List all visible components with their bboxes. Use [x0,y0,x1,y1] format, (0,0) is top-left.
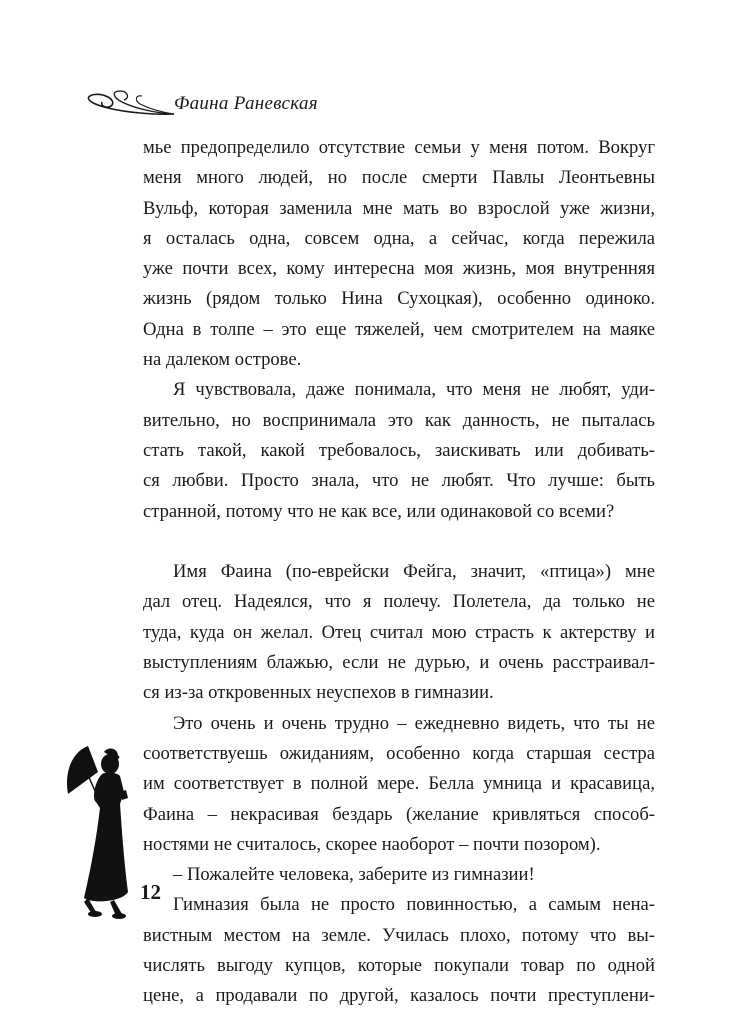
text-line: Имя Фаина (по-еврейски Фейга, значит, «птица») мне [173,561,655,583]
text-line: ся любви. Просто знала, что не любят. Что лучше: быть [143,470,655,492]
text-line: Фаина – некрасивая бездарь (желание кривляться способ- [143,803,655,825]
flourish-ornament-icon [82,88,177,124]
text-line: им соответствует в полной мере. Белла умница и красавица, [143,773,655,795]
text-line: вительно, но воспринимала это как данность, не пыталась [143,409,655,431]
text-line: мье предопределило отсутствие семьи у меня потом. Вокруг [143,137,655,158]
text-line: – Пожалейте человека, заберите из гимназии! [173,864,535,886]
text-line: Одна в толпе – это еще тяжелей, чем смотрителем на маяке [143,318,655,340]
text-line: на далеком острове. [143,349,302,371]
text-line: вистным местом на земле. Училась плохо, потому что вы- [143,924,655,946]
text-line: соответствуешь ожиданиям, особенно когда старшая сестра [143,742,655,764]
text-line: ся из-за откровенных неуспехов в гимназии. [143,682,494,704]
text-line: Гимназия была не просто повинностью, а самым нена- [173,894,655,916]
text-line: выступлениям блажью, если не дурью, и очень расстраивал- [143,652,655,674]
text-line: меня много людей, но после смерти Павлы Леонтьевны [143,167,655,189]
body-text [143,133,655,1012]
text-line: Я чувствовала, даже понимала, что меня не любят, уди- [173,379,655,401]
woman-with-umbrella-silhouette-icon [62,742,138,922]
text-line: жизнь (рядом только Нина Сухоцкая), особенно одиноко. [143,288,655,310]
running-header [82,88,382,128]
text-line: числять выгоду купцов, которые покупали товар по одной [143,955,655,977]
text-line: Это очень и очень трудно – ежедневно видеть, что ты не [173,712,655,734]
text-line: ностями не считалось, скорее наоборот – почти позором). [143,833,601,855]
text-line: я осталась одна, совсем одна, а сейчас, когда пережила [143,227,655,249]
page-number: 12 [140,880,161,904]
text-line: цене, а продавали по другой, казалось почти преступлени- [143,985,655,1007]
text-line: стать такой, какой требовалось, заискивать или добивать- [143,439,655,461]
text-line: уже почти всех, кому интересна моя жизнь, моя внутренняя [143,258,655,280]
text-line: дал отец. Надеялся, что я полечу. Полетела, да только не [143,591,655,613]
text-line: странной, потому что не как все, или одинаковой со всеми? [143,500,615,522]
author-name: Фаина Раневская [174,93,318,114]
text-line: туда, куда он желал. Отец считал мою страсть к актерству и [143,621,655,643]
paragraph-gap [143,527,655,557]
text-line: Вульф, которая заменила мне мать во взрослой уже жизни, [143,197,655,219]
